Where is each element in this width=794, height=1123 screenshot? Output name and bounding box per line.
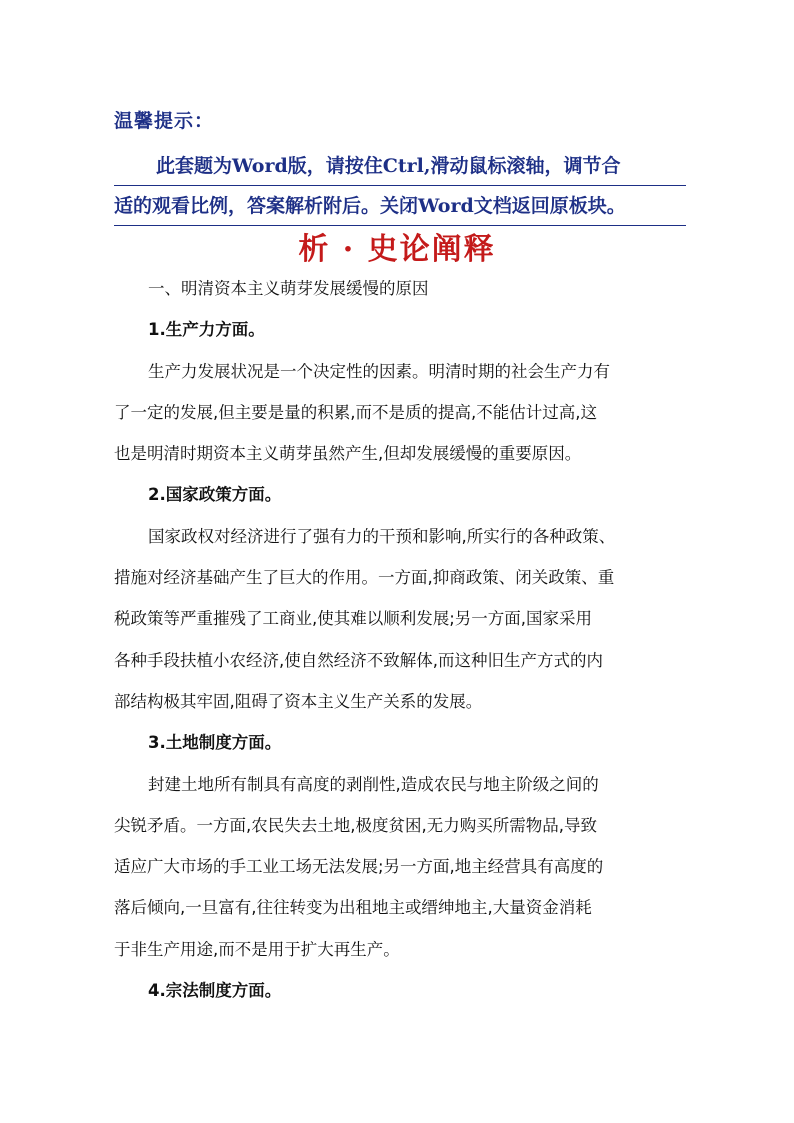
point-heading-land-system: 3.土地制度方面。: [148, 733, 282, 753]
paragraph-line: 尖锐矛盾。一方面,农民失去土地,极度贫困,无力购买所需物品,导致: [114, 815, 597, 835]
tip-line-2: 适的观看比例，答案解析附后。关闭Word文档返回原板块。: [114, 186, 686, 226]
paragraph-line: 措施对经济基础产生了巨大的作用。一方面,抑商政策、闭关政策、重: [114, 568, 615, 588]
tip-line-1: 此套题为Word版，请按住Ctrl,滑动鼠标滚轴，调节合: [114, 146, 686, 186]
paragraph-line: 封建土地所有制具有高度的剥削性,造成农民与地主阶级之间的: [148, 774, 599, 794]
paragraph-line: 落后倾向,一旦富有,往往转变为出租地主或缙绅地主,大量资金消耗: [114, 898, 592, 918]
tip-notice: [114, 146, 686, 226]
paragraph-line: 国家政权对经济进行了强有力的干预和影响,所实行的各种政策、: [148, 526, 616, 546]
paragraph-line: 于非生产用途,而不是用于扩大再生产。: [114, 939, 400, 959]
paragraph-line: 了一定的发展,但主要是量的积累,而不是质的提高,不能估计过高,这: [114, 402, 597, 422]
point-heading-state-policy: 2.国家政策方面。: [148, 485, 282, 505]
paragraph-line: 各种手段扶植小农经济,使自然经济不致解体,而这种旧生产方式的内: [114, 650, 603, 670]
paragraph-line: 也是明清时期资本主义萌芽虽然产生,但却发展缓慢的重要原因。: [114, 444, 582, 464]
paragraph-line: 生产力发展状况是一个决定性的因素。明清时期的社会生产力有: [148, 361, 610, 381]
paragraph-line: 部结构极其牢固,阻碍了资本主义生产关系的发展。: [114, 691, 483, 711]
page-title: 析 · 史论阐释: [298, 232, 496, 267]
section-heading: 一、明清资本主义萌芽发展缓慢的原因: [148, 279, 429, 298]
paragraph-line: 税政策等严重摧残了工商业,使其难以顺利发展;另一方面,国家采用: [114, 609, 593, 629]
tip-heading: 温馨提示：: [114, 110, 215, 132]
point-heading-clan-system: 4.宗法制度方面。: [148, 981, 282, 1001]
point-heading-productivity: 1.生产力方面。: [148, 320, 265, 340]
paragraph-line: 适应广大市场的手工业工场无法发展;另一方面,地主经营具有高度的: [114, 857, 604, 877]
document-body: [114, 268, 686, 1011]
